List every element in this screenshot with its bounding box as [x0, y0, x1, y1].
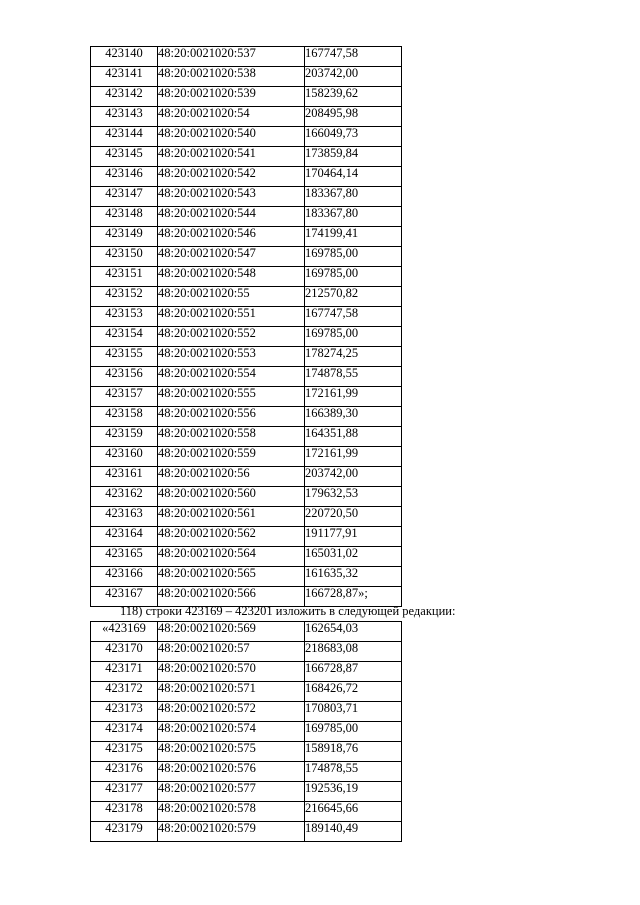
cadastral-number-cell: 48:20:0021020:54	[158, 107, 305, 127]
row-number-cell: 423146	[91, 167, 158, 187]
value-cell: 179632,53	[305, 487, 402, 507]
cadastral-number-cell: 48:20:0021020:570	[158, 662, 305, 682]
row-number-cell: 423150	[91, 247, 158, 267]
row-number-cell: 423167	[91, 587, 158, 607]
row-number-cell: 423147	[91, 187, 158, 207]
row-number-cell: 423144	[91, 127, 158, 147]
row-number-cell: 423163	[91, 507, 158, 527]
row-number-cell: 423149	[91, 227, 158, 247]
cadastral-number-cell: 48:20:0021020:541	[158, 147, 305, 167]
cadastral-number-cell: 48:20:0021020:537	[158, 47, 305, 67]
row-number-cell: 423178	[91, 802, 158, 822]
cadastral-number-cell: 48:20:0021020:542	[158, 167, 305, 187]
table-row	[91, 822, 402, 842]
value-cell: 166049,73	[305, 127, 402, 147]
table-row	[91, 742, 402, 762]
row-number-cell: 423166	[91, 567, 158, 587]
table-row	[91, 47, 402, 67]
cadastral-number-cell: 48:20:0021020:538	[158, 67, 305, 87]
cadastral-number-cell: 48:20:0021020:55	[158, 287, 305, 307]
value-cell: 174199,41	[305, 227, 402, 247]
table-row	[91, 247, 402, 267]
cadastral-number-cell: 48:20:0021020:544	[158, 207, 305, 227]
cadastral-number-cell: 48:20:0021020:579	[158, 822, 305, 842]
row-number-cell: 423158	[91, 407, 158, 427]
table-row	[91, 347, 402, 367]
row-number-cell: 423153	[91, 307, 158, 327]
row-number-cell: 423171	[91, 662, 158, 682]
row-number-cell: 423179	[91, 822, 158, 842]
cadastral-number-cell: 48:20:0021020:548	[158, 267, 305, 287]
cadastral-number-cell: 48:20:0021020:564	[158, 547, 305, 567]
cadastral-number-cell: 48:20:0021020:547	[158, 247, 305, 267]
row-number-cell: 423157	[91, 387, 158, 407]
value-cell: 191177,91	[305, 527, 402, 547]
table-row	[91, 662, 402, 682]
cadastral-number-cell: 48:20:0021020:560	[158, 487, 305, 507]
value-cell: 208495,98	[305, 107, 402, 127]
value-cell: 174878,55	[305, 762, 402, 782]
table-row	[91, 722, 402, 742]
value-cell: 192536,19	[305, 782, 402, 802]
value-cell: 165031,02	[305, 547, 402, 567]
value-cell: 178274,25	[305, 347, 402, 367]
row-number-cell: 423165	[91, 547, 158, 567]
row-number-cell: 423170	[91, 642, 158, 662]
value-cell: 166728,87	[305, 662, 402, 682]
cadastral-number-cell: 48:20:0021020:552	[158, 327, 305, 347]
cadastral-number-cell: 48:20:0021020:569	[158, 622, 305, 642]
row-number-cell: 423173	[91, 702, 158, 722]
table-row	[91, 67, 402, 87]
value-cell: 169785,00	[305, 722, 402, 742]
table-row	[91, 267, 402, 287]
row-number-cell: 423172	[91, 682, 158, 702]
row-number-cell: 423159	[91, 427, 158, 447]
cadastral-number-cell: 48:20:0021020:555	[158, 387, 305, 407]
cadastral-number-cell: 48:20:0021020:575	[158, 742, 305, 762]
cadastral-table-1	[90, 46, 402, 607]
cadastral-number-cell: 48:20:0021020:554	[158, 367, 305, 387]
row-number-cell: 423154	[91, 327, 158, 347]
row-number-cell: 423156	[91, 367, 158, 387]
cadastral-number-cell: 48:20:0021020:553	[158, 347, 305, 367]
row-number-cell: 423160	[91, 447, 158, 467]
value-cell: 167747,58	[305, 307, 402, 327]
row-number-cell: 423161	[91, 467, 158, 487]
cadastral-number-cell: 48:20:0021020:556	[158, 407, 305, 427]
value-cell: 172161,99	[305, 447, 402, 467]
row-number-cell: 423177	[91, 782, 158, 802]
value-cell: 166389,30	[305, 407, 402, 427]
value-cell: 168426,72	[305, 682, 402, 702]
table-row	[91, 187, 402, 207]
value-cell: 203742,00	[305, 67, 402, 87]
value-cell: 212570,82	[305, 287, 402, 307]
row-number-cell: 423140	[91, 47, 158, 67]
cadastral-number-cell: 48:20:0021020:543	[158, 187, 305, 207]
cadastral-number-cell: 48:20:0021020:571	[158, 682, 305, 702]
row-number-cell: «423169	[91, 622, 158, 642]
cadastral-number-cell: 48:20:0021020:576	[158, 762, 305, 782]
value-cell: 189140,49	[305, 822, 402, 842]
row-number-cell: 423141	[91, 67, 158, 87]
value-cell: 166728,87»;	[305, 587, 402, 607]
row-number-cell: 423152	[91, 287, 158, 307]
table-row	[91, 507, 402, 527]
value-cell: 167747,58	[305, 47, 402, 67]
table-body-2	[91, 622, 402, 842]
table-row	[91, 147, 402, 167]
value-cell: 183367,80	[305, 187, 402, 207]
value-cell: 162654,03	[305, 622, 402, 642]
table-row	[91, 327, 402, 347]
value-cell: 170464,14	[305, 167, 402, 187]
table-row	[91, 622, 402, 642]
value-cell: 216645,66	[305, 802, 402, 822]
value-cell: 173859,84	[305, 147, 402, 167]
table-row	[91, 782, 402, 802]
cadastral-number-cell: 48:20:0021020:539	[158, 87, 305, 107]
table-row	[91, 427, 402, 447]
row-number-cell: 423174	[91, 722, 158, 742]
amendment-note: 118) строки 423169 – 423201 изложить в следующей редакции:	[120, 604, 456, 618]
table-row	[91, 207, 402, 227]
row-number-cell: 423175	[91, 742, 158, 762]
table-row	[91, 167, 402, 187]
table-row	[91, 547, 402, 567]
table-row	[91, 527, 402, 547]
value-cell: 164351,88	[305, 427, 402, 447]
value-cell: 203742,00	[305, 467, 402, 487]
value-cell: 218683,08	[305, 642, 402, 662]
cadastral-number-cell: 48:20:0021020:577	[158, 782, 305, 802]
table-row	[91, 127, 402, 147]
value-cell: 183367,80	[305, 207, 402, 227]
row-number-cell: 423164	[91, 527, 158, 547]
row-number-cell: 423145	[91, 147, 158, 167]
value-cell: 161635,32	[305, 567, 402, 587]
table-row	[91, 407, 402, 427]
table-row	[91, 107, 402, 127]
cadastral-table-2	[90, 621, 402, 842]
table-row	[91, 447, 402, 467]
value-cell: 158918,76	[305, 742, 402, 762]
cadastral-number-cell: 48:20:0021020:574	[158, 722, 305, 742]
cadastral-number-cell: 48:20:0021020:558	[158, 427, 305, 447]
cadastral-number-cell: 48:20:0021020:578	[158, 802, 305, 822]
table-row	[91, 702, 402, 722]
value-cell: 172161,99	[305, 387, 402, 407]
table-row	[91, 387, 402, 407]
value-cell: 169785,00	[305, 327, 402, 347]
cadastral-number-cell: 48:20:0021020:562	[158, 527, 305, 547]
table-row	[91, 227, 402, 247]
table-row	[91, 487, 402, 507]
table-row	[91, 287, 402, 307]
row-number-cell: 423162	[91, 487, 158, 507]
value-cell: 158239,62	[305, 87, 402, 107]
value-cell: 169785,00	[305, 267, 402, 287]
row-number-cell: 423143	[91, 107, 158, 127]
cadastral-number-cell: 48:20:0021020:566	[158, 587, 305, 607]
row-number-cell: 423155	[91, 347, 158, 367]
table-row	[91, 682, 402, 702]
cadastral-number-cell: 48:20:0021020:56	[158, 467, 305, 487]
table-row	[91, 802, 402, 822]
table-row	[91, 87, 402, 107]
cadastral-number-cell: 48:20:0021020:57	[158, 642, 305, 662]
cadastral-number-cell: 48:20:0021020:561	[158, 507, 305, 527]
cadastral-number-cell: 48:20:0021020:565	[158, 567, 305, 587]
cadastral-number-cell: 48:20:0021020:540	[158, 127, 305, 147]
table-row	[91, 642, 402, 662]
table-row	[91, 307, 402, 327]
row-number-cell: 423142	[91, 87, 158, 107]
row-number-cell: 423148	[91, 207, 158, 227]
table-row	[91, 762, 402, 782]
cadastral-number-cell: 48:20:0021020:559	[158, 447, 305, 467]
value-cell: 220720,50	[305, 507, 402, 527]
cadastral-number-cell: 48:20:0021020:551	[158, 307, 305, 327]
value-cell: 174878,55	[305, 367, 402, 387]
value-cell: 170803,71	[305, 702, 402, 722]
cadastral-number-cell: 48:20:0021020:546	[158, 227, 305, 247]
row-number-cell: 423151	[91, 267, 158, 287]
cadastral-number-cell: 48:20:0021020:572	[158, 702, 305, 722]
value-cell: 169785,00	[305, 247, 402, 267]
table-row	[91, 567, 402, 587]
table-row	[91, 467, 402, 487]
row-number-cell: 423176	[91, 762, 158, 782]
table-body-1	[91, 47, 402, 607]
table-row	[91, 367, 402, 387]
